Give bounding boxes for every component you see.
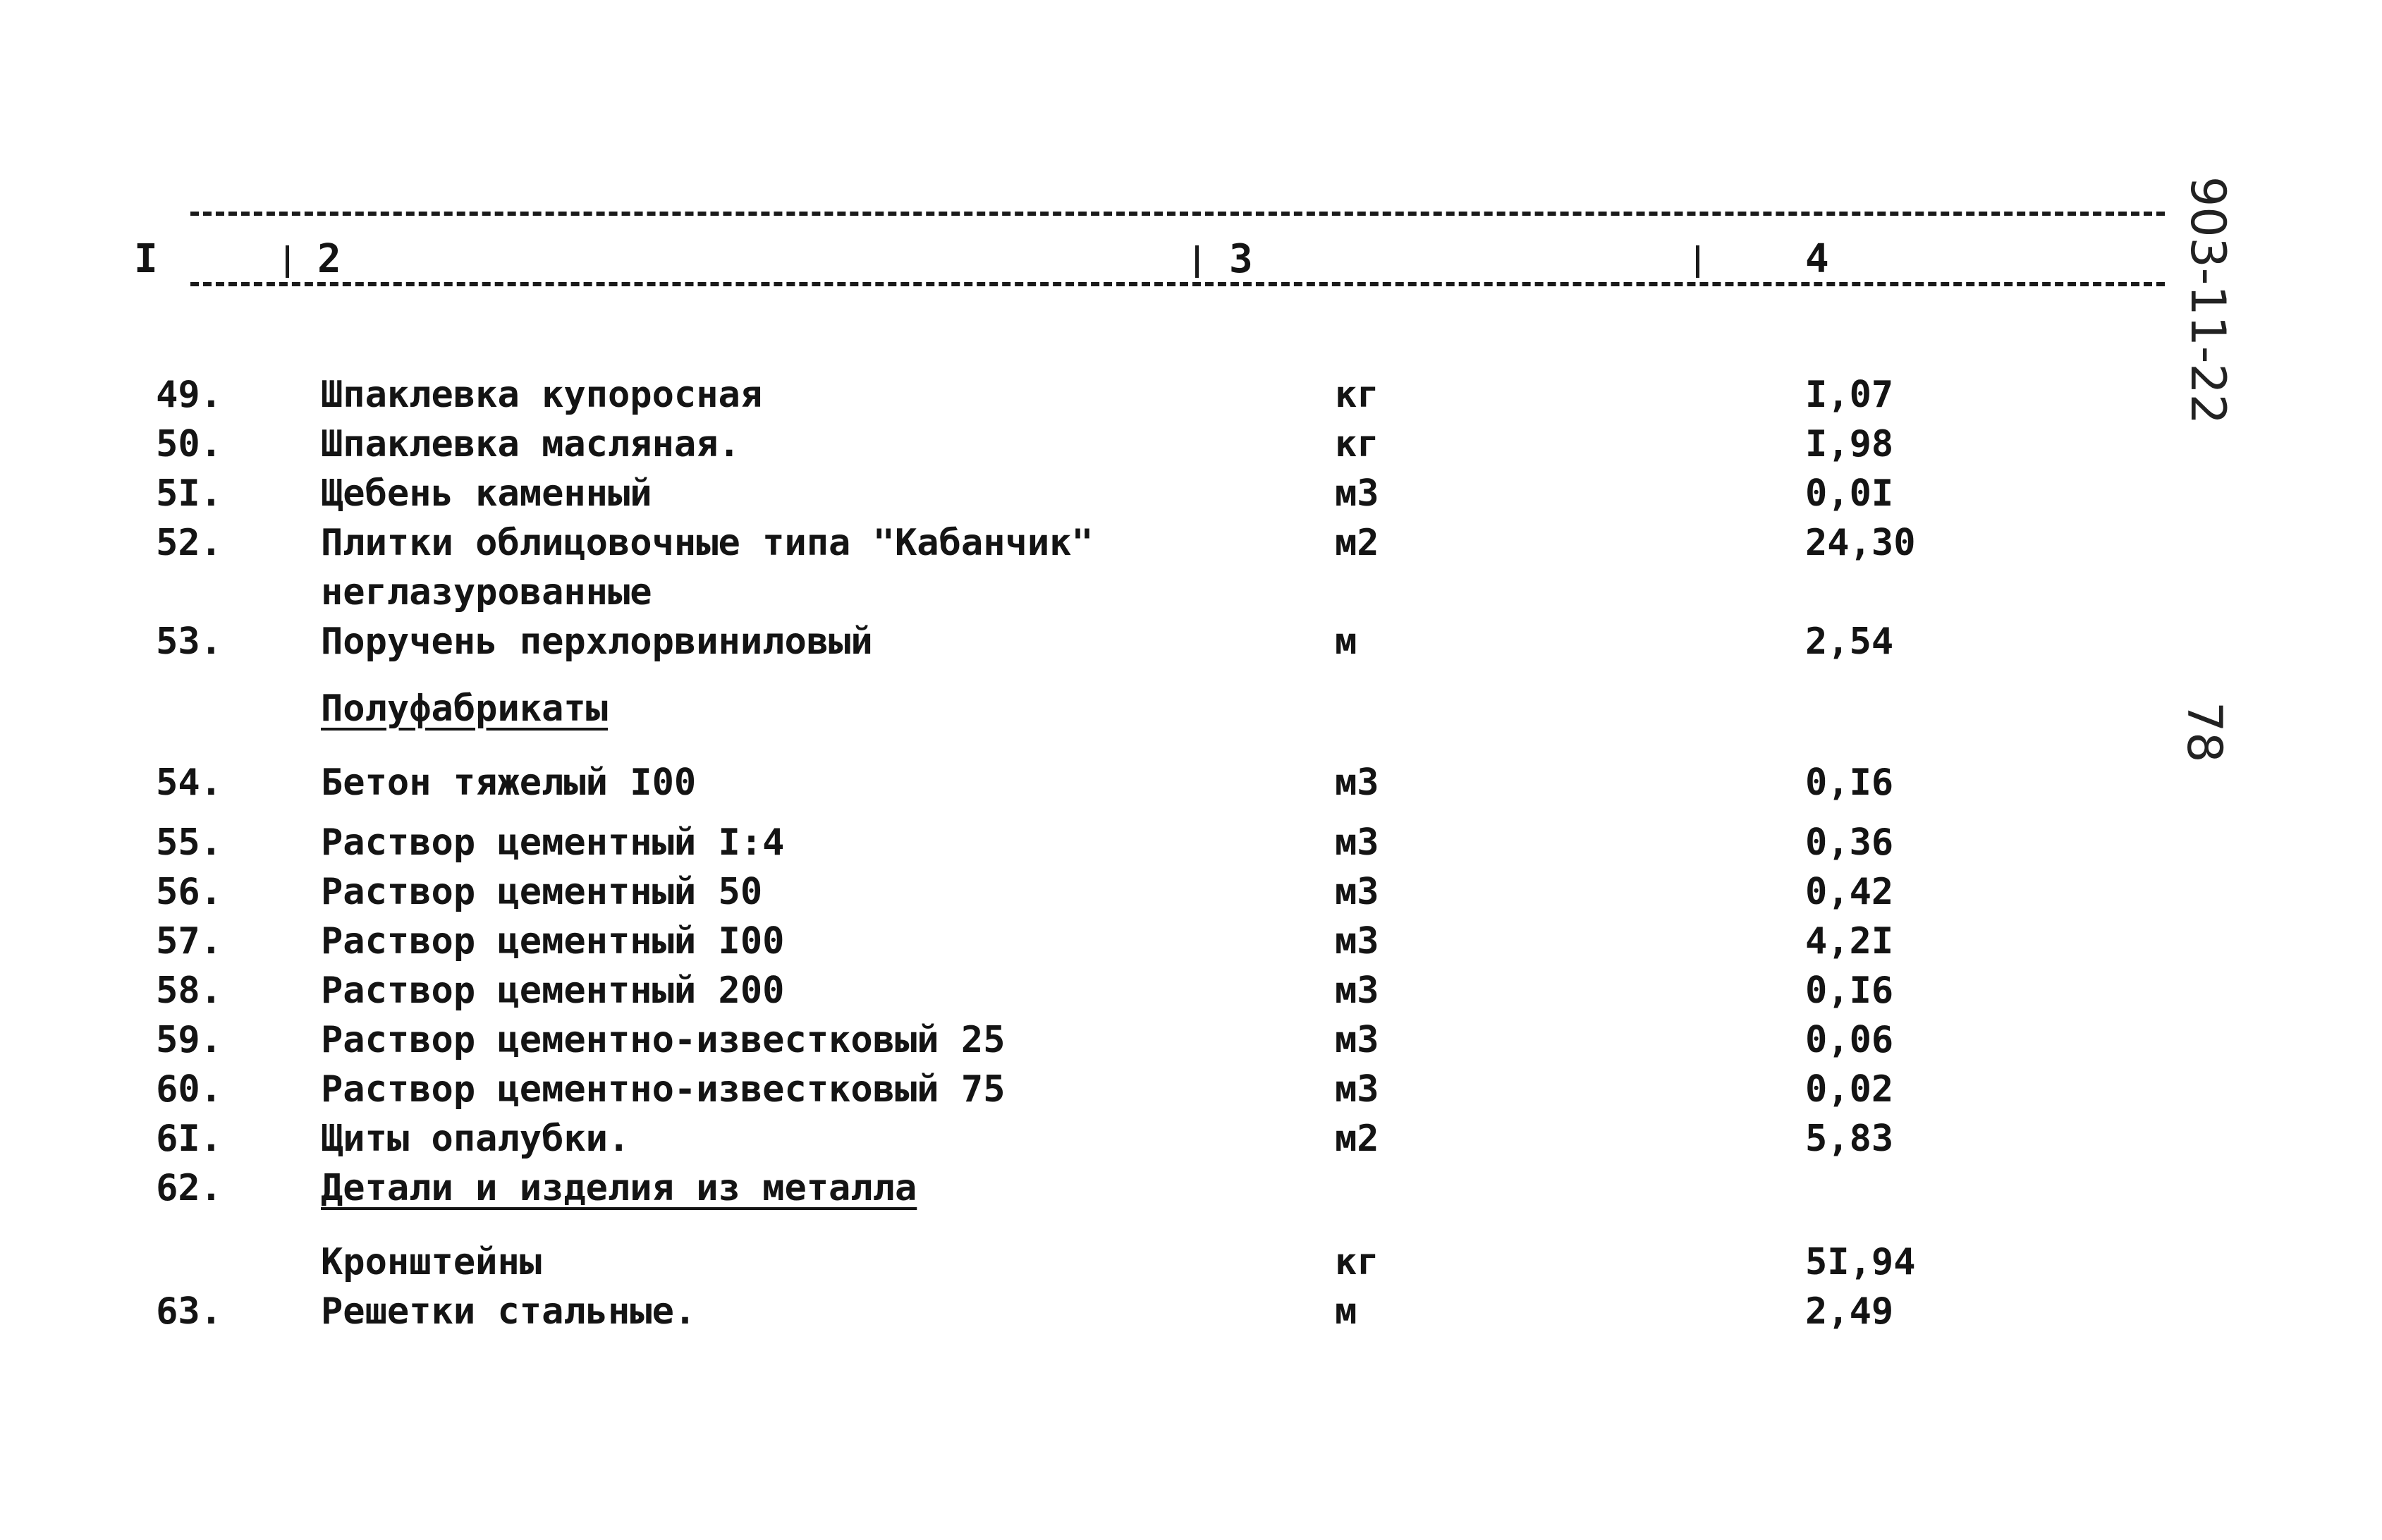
section-heading: Полуфабрикаты — [321, 688, 608, 730]
row-number: 58. — [156, 970, 222, 1012]
header-col-1: I — [134, 236, 158, 282]
row-name: Кронштейны — [321, 1241, 542, 1283]
row-unit: м — [1335, 621, 1357, 663]
table-row — [0, 522, 2382, 573]
table-row — [0, 1068, 2382, 1119]
row-quantity: I,98 — [1805, 423, 1894, 465]
row-quantity: 2,54 — [1805, 621, 1894, 663]
row-number: 6I. — [156, 1118, 222, 1160]
row-unit: м3 — [1335, 1019, 1379, 1061]
row-name: Раствор цементно-известковый 75 — [321, 1068, 1006, 1111]
table-row — [0, 1019, 2382, 1070]
row-unit: м — [1335, 1290, 1357, 1333]
row-number: 63. — [156, 1290, 222, 1333]
row-name: Решетки стальные. — [321, 1290, 697, 1333]
row-quantity: I,07 — [1805, 374, 1894, 416]
section-heading-row — [0, 688, 2382, 738]
row-name: Раствор цементный I:4 — [321, 821, 785, 864]
row-number: 55. — [156, 821, 222, 864]
row-unit: м3 — [1335, 762, 1379, 804]
table-row — [0, 374, 2382, 424]
table-row — [0, 1290, 2382, 1341]
header-top-rule — [190, 212, 2165, 216]
row-name: Плитки облицовочные типа "Кабанчик" — [321, 522, 1094, 564]
row-unit: м3 — [1335, 920, 1379, 963]
row-quantity: 0,06 — [1805, 1019, 1894, 1061]
row-unit: кг — [1335, 423, 1379, 465]
header-separator — [1195, 245, 1199, 278]
row-name: Раствор цементный 200 — [321, 970, 785, 1012]
row-number: 56. — [156, 871, 222, 913]
table-row — [0, 472, 2382, 523]
row-name: Шпаклевка масляная. — [321, 423, 740, 465]
row-unit: м2 — [1335, 522, 1379, 564]
row-name: неглазурованные — [321, 571, 652, 613]
row-number: 62. — [156, 1167, 222, 1209]
row-name: Раствор цементно-известковый 25 — [321, 1019, 1006, 1061]
document-code-stamp: 903-11-22 — [2180, 176, 2235, 424]
row-name: Раствор цементный I00 — [321, 920, 785, 963]
row-unit: кг — [1335, 1241, 1379, 1283]
row-number: 57. — [156, 920, 222, 963]
row-unit: м3 — [1335, 1068, 1379, 1111]
table-row — [0, 970, 2382, 1020]
row-quantity: 24,30 — [1805, 522, 1916, 564]
row-quantity: 0,36 — [1805, 821, 1894, 864]
header-separator — [286, 245, 289, 278]
row-unit: м3 — [1335, 970, 1379, 1012]
row-unit: м3 — [1335, 871, 1379, 913]
row-number: 54. — [156, 762, 222, 804]
table-row — [0, 423, 2382, 474]
row-unit: м2 — [1335, 1118, 1379, 1160]
row-name: Детали и изделия из металла — [321, 1167, 917, 1209]
row-unit: кг — [1335, 374, 1379, 416]
row-quantity: 0,42 — [1805, 871, 1894, 913]
table-row — [0, 1241, 2382, 1292]
table-row — [0, 762, 2382, 812]
row-number: 49. — [156, 374, 222, 416]
row-quantity: 4,2I — [1805, 920, 1894, 963]
row-unit: м3 — [1335, 472, 1379, 515]
row-quantity: 0,0I — [1805, 472, 1894, 515]
row-name: Щебень каменный — [321, 472, 652, 515]
row-number: 60. — [156, 1068, 222, 1111]
row-number: 59. — [156, 1019, 222, 1061]
table-row — [0, 920, 2382, 971]
row-number: 52. — [156, 522, 222, 564]
table-row-continuation — [0, 571, 2382, 622]
table-row — [0, 1118, 2382, 1168]
row-number: 5I. — [156, 472, 222, 515]
row-quantity: 5I,94 — [1805, 1241, 1916, 1283]
row-unit: м3 — [1335, 821, 1379, 864]
row-name: Поручень перхлорвиниловый — [321, 621, 873, 663]
row-quantity: 5,83 — [1805, 1118, 1894, 1160]
row-quantity: 2,49 — [1805, 1290, 1894, 1333]
row-number: 53. — [156, 621, 222, 663]
row-quantity: 0,02 — [1805, 1068, 1894, 1111]
row-name: Бетон тяжелый I00 — [321, 762, 697, 804]
table-row — [0, 1167, 2382, 1218]
page-number: 78 — [2176, 702, 2232, 763]
row-number: 50. — [156, 423, 222, 465]
row-name: Раствор цементный 50 — [321, 871, 763, 913]
row-name: Шпаклевка купоросная — [321, 374, 763, 416]
header-col-3: 3 — [1229, 236, 1253, 282]
header-separator — [1696, 245, 1699, 278]
row-quantity: 0,I6 — [1805, 762, 1894, 804]
table-row — [0, 871, 2382, 922]
header-bottom-rule — [190, 282, 2165, 286]
header-col-2: 2 — [317, 236, 341, 282]
table-row — [0, 621, 2382, 671]
header-col-4: 4 — [1805, 236, 1829, 282]
table-row — [0, 821, 2382, 872]
row-name: Щиты опалубки. — [321, 1118, 630, 1160]
row-quantity: 0,I6 — [1805, 970, 1894, 1012]
